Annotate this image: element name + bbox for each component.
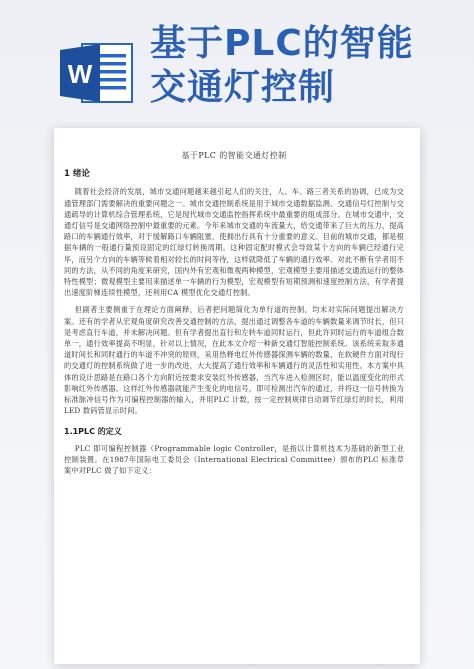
paragraph-2: 但副者主要侧重于在理论方面阐释，后者把问题简化为单行道的控制，均未对实际问题提出解决方案。还有的学者从宏观角度研究改善交通控制的方法，提出通过调整各车道的车辆数量来调节时长，但只是考虑直行车道，并未解决问题。但有学者提出直行和左转车道同时运行，但此许同时运行的车道组合数单一，通行效率提高不明显，针对以上情况，在此本文介绍一种新交通灯智能控制系统。该系统采取多通道时间长和同时通行的车道不冲突的原则，采用热释电红外传感器探测车辆的数量，在软硬件方面对现行的交通灯的控制系统做了进一步的改进，大大提高了通行效率和车辆通行的灵活性和实用性。本方案中具体的设计思路是在路口各个方向附近按要求安装红外传感器，当汽车进入检测区时，能以温度变化的形式影响红外传感器。这样红外传感器就能产生变化的电信号，即可检测出汽车的通过，并将这一信号转换为标准脉冲信号作为可编程控制器的输入，并用PLC 计数，按一定控制规律自动调节红绿灯的时长，利用 LED 数码管显示时间。 (64, 305, 404, 416)
page-title (150, 22, 414, 110)
logo-letter: W (67, 59, 93, 89)
document-content (64, 150, 404, 482)
document-title: 基于PLC 的智能交通灯控制 (181, 151, 287, 160)
title-line-2: 交通灯控制 (150, 67, 336, 108)
header (0, 0, 474, 125)
section-heading-intro: 1 绪论 (64, 169, 90, 180)
paragraph-1: 随着社会经济的发展，城市交通问题越来越引起人们的关注，人、车、路三者关系的协调，已成为交通管理部门需要解决的重要问题之一。城市交通控制系统是用于城市交通数据监测、交通信号灯控制与交通疏导的计算机综合管理系统，它是现代城市交通监控指挥系统中最重要的组成部分。在城市交通中，交通灯信号是交通网络控制中最重要的元素。今年来城市交通的车流量大，给交通带来了巨大的压力，提高路口的车辆通行效率，对于缓解路口车辆阻塞，使拥出行具有十分重要的意义。目前的城市交通，都是根据车辆的一般通行量预设固定的红绿灯转换周期。这种固定配时模式会导致某个方向的车辆已经通行完毕，而另个方向的车辆等候着相对较长的时间等待，这样就降低了车辆的通行效率。对此不断有学者用不同的方法，从不同的角度来研究，国内外有宏观和微观两种模型，宏观模型主要用描述交通流运行的整体特性模型；微观模型主要用来描述单一车辆的行为模型，宏观模型有短期预测和速度控制方法，有学者提出速度阶梯连续性模型，还利用CA 模型优化交通灯控制。 (64, 187, 404, 298)
word-document-icon (60, 42, 134, 104)
title-line-1: 基于PLC的智能 (150, 23, 414, 64)
section-heading-plc-definition: 1.1PLC 的定义 (64, 427, 122, 437)
paragraph-3: PLC 即可编程控制器（Programmable logic Controller，是指以计算机技术为基础的新型工业控制装置。在1987年国际电工委员会（International Electrical Committee）颁布的PLC 标准草案中对PLC 做了如下定义： (64, 443, 404, 476)
